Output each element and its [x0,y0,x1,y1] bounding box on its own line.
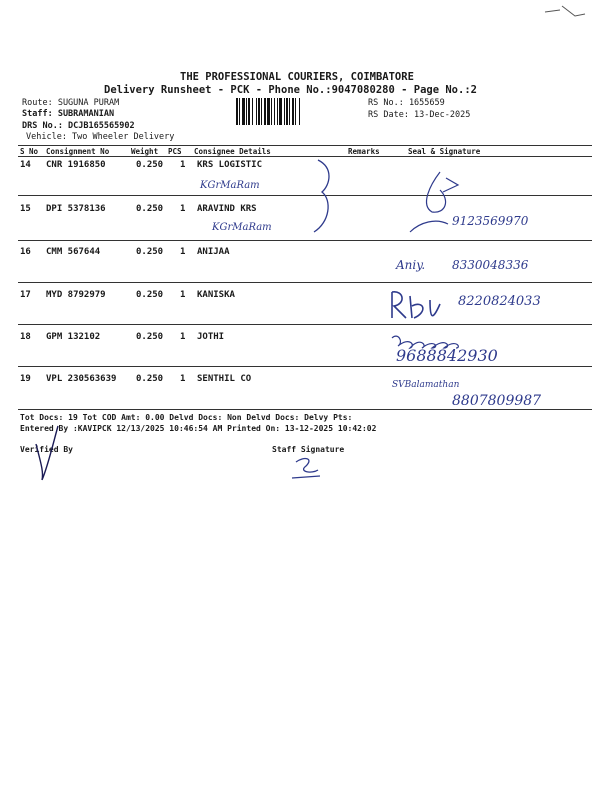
row-consignee: ARAVIND KRS [197,204,257,214]
row-consignment: VPL 230563639 [46,374,117,384]
row-sno: 19 [20,374,31,384]
row-consignee: KRS LOGISTIC [197,160,263,170]
row-consignee: KANISKA [197,290,235,300]
runsheet-subtitle: Delivery Runsheet - PCK - Phone No.:9047080280 - Page No.:2 [104,84,477,96]
staff-signature-label: Staff Signature [272,445,345,454]
company-title: THE PROFESSIONAL COURIERS, COIMBATORE [180,71,414,83]
row-consignment: DPI 5378136 [46,204,106,214]
handwritten-name: Aniy. [396,258,426,272]
route-label: Route: SUGUNA PURAM [22,98,120,108]
row-pcs: 1 [180,332,186,342]
col-header-signature: Seal & Signature [408,147,481,156]
row-pcs: 1 [180,204,186,214]
verified-by-label: Verified By [20,445,73,454]
col-header-sno: S No [20,147,39,156]
col-header-consignment: Consignment No [46,147,110,156]
entered-by-line: Entered By :KAVIPCK 12/13/2025 10:46:54 AM Printed On: 13-12-2025 10:42:02 [20,424,377,433]
row-pcs: 1 [180,374,186,384]
row-weight: 0.250 [136,332,164,342]
handwritten-phone: 9688842930 [396,346,498,365]
handwritten-name: KGrMaRam [212,222,272,233]
handwritten-phone: 8220824033 [458,294,541,309]
col-header-pcs: PCS [168,147,182,156]
row-sno: 18 [20,332,31,342]
handwritten-name: KGrMaRam [200,180,260,191]
row-consignee: JOTHI [197,332,225,342]
row-consignment: MYD 8792979 [46,290,106,300]
handwritten-name: SVBalamathan [392,380,460,390]
row-weight: 0.250 [136,160,164,170]
row-weight: 0.250 [136,204,164,214]
row-pcs: 1 [180,160,186,170]
row-consignment: GPM 132102 [46,332,101,342]
staff-label: Staff: SUBRAMANIAN [22,109,115,119]
row-consignment: CMM 567644 [46,247,101,257]
row-weight: 0.250 [136,247,164,257]
row-consignee: SENTHIL CO [197,374,252,384]
row-sno: 17 [20,290,31,300]
rs-number: RS No.: 1655659 [368,98,445,108]
rs-date: RS Date: 13-Dec-2025 [368,110,471,120]
drs-number: DRS No.: DCJB165565902 [22,121,135,131]
col-header-remarks: Remarks [348,147,380,156]
row-consignment: CNR 1916850 [46,160,106,170]
vehicle-label: Vehicle: Two Wheeler Delivery [26,132,175,142]
row-pcs: 1 [180,247,186,257]
row-sno: 14 [20,160,31,170]
row-pcs: 1 [180,290,186,300]
row-sno: 16 [20,247,31,257]
row-weight: 0.250 [136,290,164,300]
totals-summary: Tot Docs: 19 Tot COD Amt: 0.00 Delvd Docs: Non Delvd Docs: Delvy Pts: [20,413,353,422]
row-consignee: ANIJAA [197,247,230,257]
col-header-weight: Weight [131,147,159,156]
handwritten-phone: 8807809987 [452,393,542,409]
col-header-consignee: Consignee Details [194,147,271,156]
handwritten-phone: 8330048336 [452,258,529,272]
row-weight: 0.250 [136,374,164,384]
row-sno: 15 [20,204,31,214]
handwritten-phone: 9123569970 [452,214,529,228]
